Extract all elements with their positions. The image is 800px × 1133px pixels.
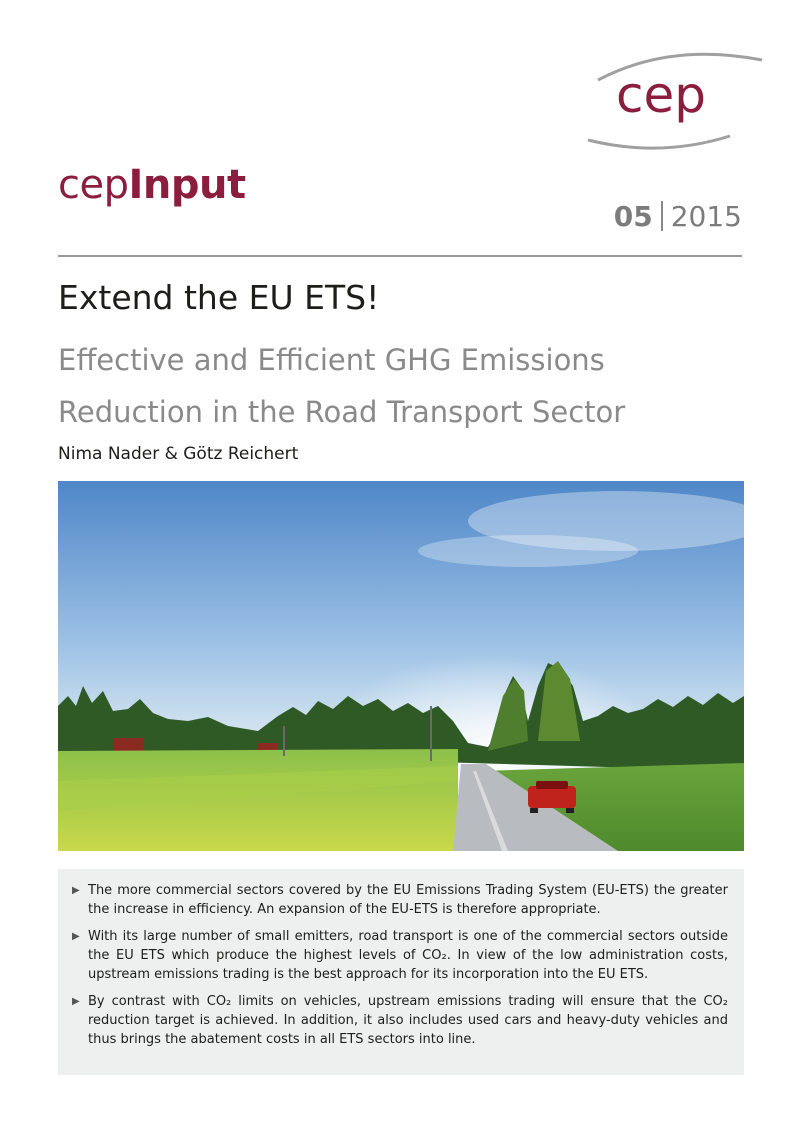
- cover-photo: [58, 481, 744, 851]
- summary-box: [58, 869, 744, 1075]
- cep-logo: [580, 50, 770, 150]
- summary-bullet-text: With its large number of small emitters, road transport is one of the commercial sectors outside the EU ETS which produce the highest levels of CO₂. In view of the low administration costs, upstream emissions trading is the best approach for its incorporation into the EU ETS.: [88, 929, 728, 982]
- issue-separator: [661, 201, 663, 231]
- bullet-arrow-icon: ▶: [72, 931, 80, 942]
- summary-bullet-text: By contrast with CO₂ limits on vehicles, upstream emissions trading will ensure that the CO₂ reduction target is achieved. In addition, it also includes used cars and heavy-duty vehicles and thus brings the abatement costs in all ETS sectors into line.: [88, 994, 728, 1047]
- summary-bullet-text: The more commercial sectors covered by the EU Emissions Trading System (EU-ETS) the greater the increase in efficiency. An expansion of the EU-ETS is therefore appropriate.: [88, 883, 728, 917]
- summary-bullet: [72, 992, 728, 1049]
- bullet-arrow-icon: ▶: [72, 885, 80, 896]
- issue-num: 05: [613, 200, 653, 233]
- header-rule: [58, 255, 742, 257]
- summary-bullet: [72, 927, 728, 984]
- svg-text:cep: cep: [616, 66, 706, 124]
- page-title: Extend the EU ETS!: [58, 278, 380, 317]
- series-name: cepInput: [58, 162, 246, 208]
- bullet-arrow-icon: ▶: [72, 996, 80, 1007]
- page-subtitle: Effective and Efficient GHG Emissions Reduction in the Road Transport Sector: [58, 343, 626, 429]
- authors: Nima Nader & Götz Reichert: [58, 444, 299, 464]
- summary-bullet: [72, 881, 728, 919]
- issue-year: 2015: [670, 200, 742, 233]
- issue-number: [614, 200, 742, 233]
